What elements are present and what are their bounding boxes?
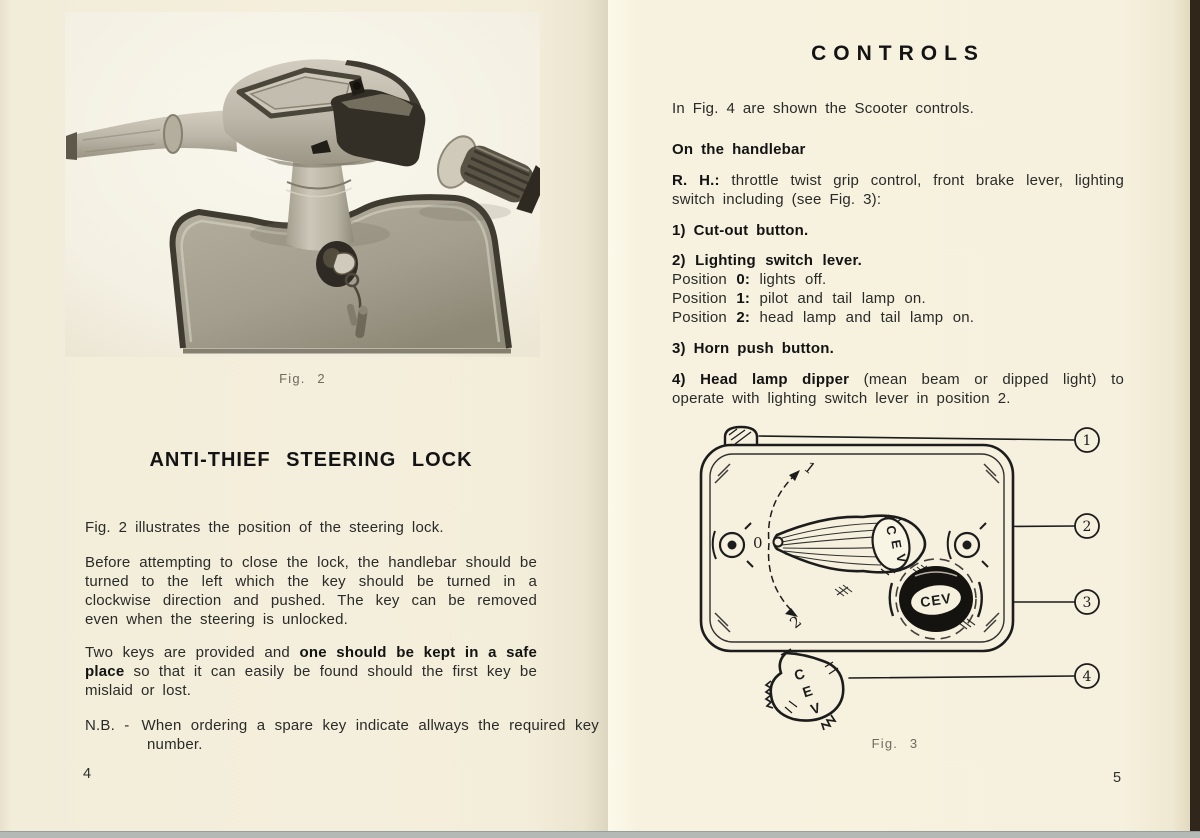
position-label-1: 1 [800,457,820,479]
page-right [608,0,1190,831]
callout-3: 3 [1082,595,1092,611]
position-label-0: 0 [753,534,763,552]
list-item-3: 3) Horn push button. [672,340,834,357]
fig3-illustration [685,423,1125,733]
text-segment-bold: 1: [736,290,751,307]
text-segment-bold: 0: [736,271,751,288]
subheading-handlebar: On the handlebar [672,141,806,158]
paragraph-nb [85,716,599,754]
fig2-photo [65,12,540,357]
text-segment: so that it can easily be found should the first key be mislaid or lost. [85,663,537,699]
rh-text: throttle twist grip control, front brake lever, lighting switch including (see Fig. 3): [672,172,1124,208]
rh-label: R. H.: [672,172,720,189]
page-number-left: 4 [83,766,92,782]
position-label-2: 2 [786,612,805,633]
nb-text: When ordering a spare key indicate allways the required key number. [141,717,599,753]
callout-2: 2 [1082,519,1092,535]
paragraph-fig2-ref: Fig. 2 illustrates the position of the steering lock. [85,519,444,536]
text-segment-bold: one should be kept in a safe place [85,644,537,680]
text-segment-bold: 2: [736,309,751,326]
book-edge-right [1190,0,1200,831]
item2-title: 2) Lighting switch lever. [672,252,863,269]
nb-label: N.B. - [85,717,130,734]
lever-logo-letter: C [883,524,900,537]
paragraph-lock-instructions: Before attempting to close the lock, the handlebar should be turned to the left which the key should be turned in a clockwise direction and pushed. The key can be removed even when the steering is unlocked. [85,554,537,628]
text-segment: Two keys are provided and [85,644,300,661]
text-segment: head lamp and tail lamp on. [759,309,975,326]
text-segment: Position [672,290,727,307]
text-segment: Position [672,271,727,288]
text-segment: Position [672,309,727,326]
paragraph-intro: In Fig. 4 are shown the Scooter controls. [672,100,975,117]
headlamp-dipper-lever [766,649,843,730]
text-segment: pilot and tail lamp on. [759,290,926,307]
position-2-line [672,308,1124,327]
callout-1: 1 [1082,433,1092,449]
text-segment: lights off. [759,271,827,288]
left-page-heading: ANTI-THIEF STEERING LOCK [149,449,473,471]
fig3-caption: Fig. 3 [871,736,919,751]
dipper-logo-letter: V [808,699,823,718]
list-item-1: 1) Cut-out button. [672,222,809,239]
fig2-caption: Fig. 2 [279,371,326,386]
lever-logo-letter: E [888,538,905,550]
lever-logo-letter: V [893,552,910,564]
book-edge-bottom [0,831,1200,838]
right-page-heading: CONTROLS [811,42,985,65]
list-item-4 [672,370,1124,408]
dipper-logo-letter: E [800,682,815,701]
list-item-2 [672,251,1124,327]
position-1-line [672,289,1124,308]
fig3-callouts [1075,428,1099,688]
horn-logo: CEV [919,589,953,611]
position-0-line [672,270,1124,289]
item4-bold: 4) Head lamp dipper [672,371,850,388]
paragraph-rh [672,171,1124,209]
callout-4: 4 [1082,669,1092,685]
paragraph-two-keys [85,643,537,700]
item4-text: (mean beam or dipped light) to operate with lighting switch lever in position 2. [672,371,1125,407]
dipper-logo-letter: C [792,665,807,684]
page-number-right: 5 [1113,770,1122,786]
